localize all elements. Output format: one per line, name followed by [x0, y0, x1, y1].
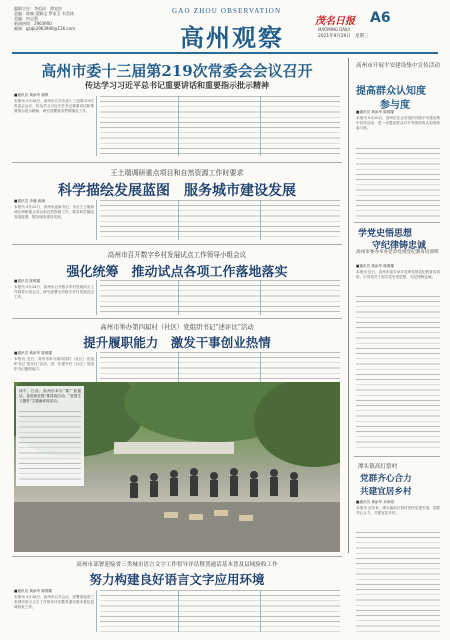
lead-body-columns [100, 96, 340, 156]
story5-body: 本报讯 9月26日，高州市召开会议，部署迎接省三类城市语言文字工作督导评估暨普通话基本普及县域验收工作。 [14, 595, 94, 610]
credit-line: 编辑主任：李祖成 谭宜怡 [14, 6, 62, 11]
story3-headline: 强化统筹 推动试点各项工作落地落实 [66, 265, 288, 280]
story2-body-columns [100, 200, 340, 240]
story5-byline: ■通讯员 黄添华 陈维耀 [14, 589, 53, 593]
section-rule [12, 556, 342, 557]
story5-column-rule [260, 590, 261, 632]
section-rule [12, 244, 342, 245]
story3-column-rule [260, 280, 261, 315]
lead-column-rule [260, 96, 261, 156]
lead-subhead: 传达学习习近平总书记重要讲话和重要指示批示精神 [85, 80, 269, 90]
story4-body: 本报讯 近日，高州市举办第四届村（社区）党组织书记“述评比”活动，进一步提升村（社区）党组织书记履职能力。 [14, 357, 94, 372]
story4-headline: 提升履职能力 激发干事创业热情 [83, 335, 271, 350]
story5-column-rule [178, 590, 179, 632]
sidebar2-body-lines [356, 296, 440, 450]
lead-headline: 高州市委十三届第219次常委会会议召开 [41, 62, 313, 80]
sidebar3-body-lines [356, 532, 440, 632]
sidebar2-byline: ■通讯员 黄添华 陈维耀 [356, 264, 395, 268]
story3-column-rule [178, 280, 179, 315]
section-title: 高州观察 [180, 23, 284, 52]
story5-kicker: 高州市部署迎接省三类城市语言文字工作督导评估暨普通话基本普及县域验收工作 [76, 562, 278, 568]
story3-body: 本报讯 9月24日，高州市召开数字乡村发展试点工作领导小组会议，研究部署全市数字乡村发展试点工作。 [14, 285, 94, 300]
sidebar2-body: 本报讯 近日，高州市委办举办党章党规党纪教育培训班，引导党员干部学党史悟思想，守纪律铸忠诚。 [356, 270, 440, 280]
photo-caption-lines [19, 411, 81, 481]
story4-kicker: 高州市举办第四届村（社区）党组织书记“述评比”活动 [100, 323, 254, 331]
sidebar-rule [354, 456, 440, 457]
sidebar1-byline: ■通讯员 黄添华 陈维耀 [356, 110, 395, 114]
lead-byline: ■通讯员 黄添华 谢棋 [14, 93, 49, 97]
sidebar3-kicker: 潭头镇高灯祭村 [358, 464, 398, 470]
credit-line: 美编：何志强 [14, 16, 38, 21]
story3-column-rule [96, 280, 97, 315]
story2-column-rule [260, 200, 261, 240]
story2-byline: ■通讯员 李涵 黄涵 [14, 199, 45, 203]
sidebar2-headline-line2: 守纪律铸忠诚 [372, 241, 427, 251]
sidebar3-headline-line2: 共建宜居乡村 [360, 487, 412, 497]
masthead-rule [12, 52, 438, 54]
page-number: A6 [370, 10, 391, 26]
story4-byline: ■通讯员 黄添华 陈维耀 [14, 351, 53, 355]
story3-body-columns [100, 280, 340, 315]
story3-byline: ■通讯员 陈维耀 [14, 279, 41, 283]
story5-body-columns [100, 590, 340, 632]
credit-line: 新闻热线：2963900 [14, 21, 52, 26]
story2-column-rule [178, 200, 179, 240]
masthead-credits [14, 6, 134, 31]
story2-headline: 科学描绘发展蓝图 服务城市建设发展 [58, 183, 296, 199]
section-rule [12, 162, 342, 163]
story2-column-rule [96, 200, 97, 240]
credit-line: 邮箱：gzqb2963900@126.com [14, 26, 75, 31]
edition-label: MAOMING DAILY [318, 27, 351, 32]
sidebar2-kicker: 高州市委办举办党章党规党纪教育培训班 [356, 250, 439, 255]
photo-caption-box [16, 386, 84, 486]
sidebar-rule [354, 222, 440, 223]
sidebar-divider [348, 58, 349, 553]
sidebar2-headline-line1: 学党史悟思想 [358, 229, 413, 239]
sidebar1-headline-line1: 提高群众认知度 [356, 86, 426, 97]
photo-caption: 读中，日前，高州市举办“推广普通话，奋进新征程”推普周活动。“爱国主义题材”主题诵读周活动。 [19, 389, 81, 404]
english-title: GAO ZHOU OBSERVATION [172, 7, 282, 15]
story2-body: 本报讯 9月23日，高州市委副书记、市长王土瑞到城区调研重点项目和自然资源工作，要求科学描绘发展蓝图，服务城市建设发展。 [14, 205, 94, 220]
section-rule [12, 318, 342, 319]
story2-kicker: 王土瑞调研重点项目和自然资源工作时要求 [110, 169, 244, 177]
news-photo [14, 382, 340, 552]
sidebar1-headline-line2: 参与度 [380, 100, 410, 111]
sidebar3-headline-line1: 党群齐心合力 [360, 474, 412, 484]
lead-column-rule [96, 96, 97, 156]
story3-kicker: 高州市召开数字乡村发展试点工作领导小组会议 [107, 251, 247, 259]
story5-column-rule [96, 590, 97, 632]
issue-date: 2021年9月29日 星期三 [318, 34, 369, 39]
sidebar3-body: 本报讯 近年来，潭头镇高灯祭村坚持党建引领，党群齐心合力，共建宜居乡村。 [356, 506, 440, 516]
credit-line: 责编：陈婉 梁顺文 罗家玉 韦美林 [14, 11, 74, 16]
lead-column-rule [178, 96, 179, 156]
sidebar1-body-lines [356, 148, 440, 220]
lead-body: 本报讯 9月26日，高州市召开市委十三届第219次常委会会议，传达学习习近平总书记重要讲话和重要指示批示精神，研究部署我市贯彻落实工作。 [14, 99, 94, 114]
sidebar1-kicker: 高州市开展平安建设集中宣传活动 [356, 63, 440, 69]
story5-headline: 努力构建良好语言文字应用环境 [89, 572, 265, 587]
sidebar1-body: 本报讯 9月26日，高州市在全市组织开展平安建设集中宣传活动，进一步提高群众对平安建设的认知度和参与度。 [356, 116, 440, 131]
sidebar3-byline: ■通讯员 黄添华 邓家明 [356, 500, 395, 504]
masthead [0, 0, 450, 52]
newspaper-logo: 茂名日报 [315, 16, 355, 27]
